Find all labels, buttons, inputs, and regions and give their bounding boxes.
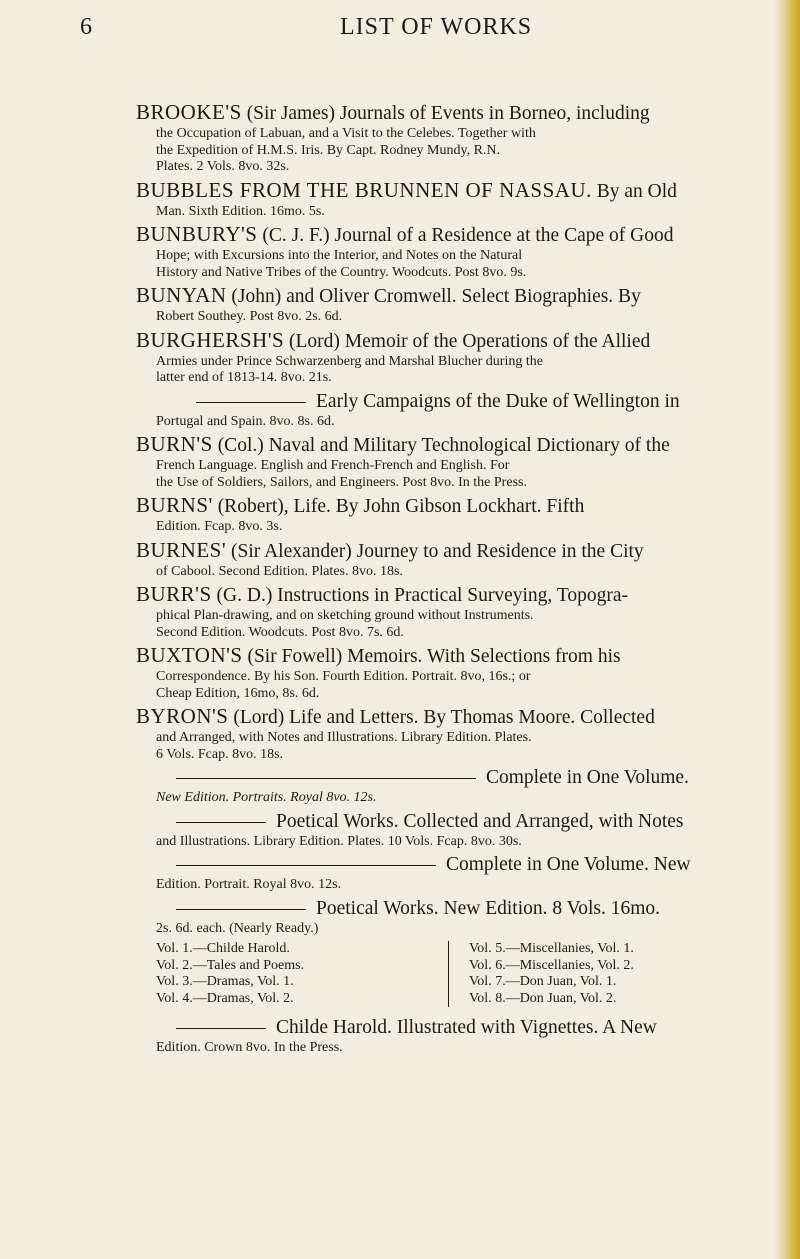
entry-line: 2s. 6d. each. (Nearly Ready.) (156, 920, 319, 936)
author-name: BUNBURY'S (136, 222, 258, 246)
entry-line: History and Native Tribes of the Country. Woodcuts. Post 8vo. 9s. (156, 264, 527, 280)
entry-bunbury (136, 222, 761, 281)
entry-line: Portugal and Spain. 8vo. 8s. 6d. (156, 413, 335, 429)
volume-column-left (156, 941, 448, 1007)
entry-heading: (C. J. F.) Journal of a Residence at the Cape of Good (262, 225, 674, 246)
volume-item: Vol. 8.—Don Juan, Vol. 2. (469, 990, 617, 1006)
ditto-rule (176, 909, 306, 910)
entry-byron-poetical-new (136, 896, 761, 1008)
entry-heading: (Col.) Naval and Military Technological Dictionary of the (217, 435, 670, 456)
entry-heading: Complete in One Volume. New (446, 854, 691, 875)
volume-list (136, 941, 761, 1007)
entry-line: and Arranged, with Notes and Illustrations. Library Edition. Plates. (156, 730, 532, 745)
entry-buxton (136, 643, 761, 702)
entry-heading: Early Campaigns of the Duke of Wellington in (316, 390, 680, 412)
entry-line: the Occupation of Labuan, and a Visit to the Celebes. Together with (156, 126, 536, 141)
volume-column-right (448, 941, 761, 1007)
entry-heading: Childe Harold. Illustrated with Vignettes. A New (276, 1017, 657, 1038)
volume-item: Vol. 3.—Dramas, Vol. 1. (156, 974, 294, 989)
entry-brooke (136, 100, 761, 176)
entry-line: Edition. Fcap. 8vo. 3s. (156, 519, 283, 534)
entry-line: phical Plan-drawing, and on sketching ground without Instruments. (156, 608, 534, 623)
volume-item: Vol. 6.—Miscellanies, Vol. 2. (469, 957, 634, 973)
entry-burns (136, 493, 761, 536)
entry-line: Edition. Portrait. Royal 8vo. 12s. (156, 877, 342, 892)
entry-line: of Cabool. Second Edition. Plates. 8vo. 18s. (156, 563, 403, 579)
entry-line: Cheap Edition, 16mo, 8s. 6d. (156, 685, 320, 701)
entry-burghersh (136, 328, 761, 387)
entry-line: New Edition. Portraits. Royal 8vo. 12s. (156, 790, 377, 805)
entry-burghersh-campaigns (136, 389, 761, 431)
entry-bunyan (136, 283, 761, 326)
ditto-rule (176, 778, 476, 779)
entry-childe-harold (136, 1015, 761, 1057)
author-name: BURR'S (136, 582, 212, 606)
page-header (0, 4, 800, 44)
ditto-rule (196, 402, 306, 403)
entry-byron-poetical-complete (136, 852, 761, 894)
entry-line: the Use of Soldiers, Sailors, and Engineers. Post 8vo. In the Press. (156, 474, 527, 490)
author-name: BYRON'S (136, 704, 229, 728)
entry-line: Hope; with Excursions into the Interior, and Notes on the Natural (156, 248, 523, 263)
entry-heading: (John) and Oliver Cromwell. Select Biographies. By (231, 286, 641, 307)
author-name: BUXTON'S (136, 643, 243, 667)
entry-byron (136, 704, 761, 763)
page-number: 6 (80, 14, 92, 40)
author-name: BROOKE'S (136, 100, 242, 124)
entry-bubbles (136, 178, 761, 221)
entry-burn (136, 432, 761, 491)
ditto-rule (176, 865, 436, 866)
entry-heading: (Lord) Memoir of the Operations of the Allied (289, 330, 651, 352)
entry-burr (136, 582, 761, 641)
volume-item: Vol. 4.—Dramas, Vol. 2. (156, 990, 294, 1006)
entry-line: Man. Sixth Edition. 16mo. 5s. (156, 203, 325, 219)
entry-heading: Poetical Works. Collected and Arranged, with Notes (276, 810, 684, 832)
entry-heading: (Sir Fowell) Memoirs. With Selections from his (247, 646, 621, 667)
entry-line: the Expedition of H.M.S. Iris. By Capt. Rodney Mundy, R.N. (156, 142, 501, 158)
entry-heading: (Sir Alexander) Journey to and Residence in the City (231, 540, 644, 562)
entry-line: Second Edition. Woodcuts. Post 8vo. 7s. 6d. (156, 624, 404, 640)
author-name: BUBBLES FROM THE BRUNNEN OF NASSAU. (136, 177, 592, 202)
author-name: BURNES' (136, 537, 227, 562)
volume-item: Vol. 1.—Childe Harold. (156, 941, 290, 956)
entry-heading: (Sir James) Journals of Events in Borneo, including (246, 103, 650, 124)
volume-item: Vol. 7.—Don Juan, Vol. 1. (469, 974, 617, 989)
entry-line: 6 Vols. Fcap. 8vo. 18s. (156, 746, 284, 762)
ditto-rule (176, 822, 266, 823)
entry-byron-poetical (136, 809, 761, 851)
entry-heading: By an Old (596, 180, 677, 202)
ditto-rule (176, 1028, 266, 1029)
author-name: BURN'S (136, 432, 213, 456)
entry-heading: Complete in One Volume. (486, 767, 689, 788)
gilt-page-edge (774, 0, 800, 1259)
entry-heading: (Robert), Life. By John Gibson Lockhart. Fifth (217, 496, 585, 517)
entry-heading: (Lord) Life and Letters. By Thomas Moore. Collected (233, 707, 655, 728)
author-name: BUNYAN (136, 283, 227, 307)
author-name: BURGHERSH'S (136, 327, 285, 352)
entry-line: latter end of 1813-14. 8vo. 21s. (156, 370, 332, 385)
entry-byron-complete (136, 765, 761, 807)
entries-list (136, 100, 761, 1059)
entry-line: Robert Southey. Post 8vo. 2s. 6d. (156, 309, 343, 324)
entry-line: Edition. Crown 8vo. In the Press. (156, 1040, 343, 1055)
entry-line: and Illustrations. Library Edition. Plates. 10 Vols. Fcap. 8vo. 30s. (156, 833, 522, 849)
entry-line: French Language. English and French-French and English. For (156, 458, 510, 473)
entry-line: Armies under Prince Schwarzenberg and Marshal Blucher during the (156, 353, 543, 369)
entry-line: Correspondence. By his Son. Fourth Edition. Portrait. 8vo, 16s.; or (156, 669, 531, 684)
volume-item: Vol. 2.—Tales and Poems. (156, 957, 305, 973)
volume-item: Vol. 5.—Miscellanies, Vol. 1. (469, 941, 634, 956)
entry-heading: (G. D.) Instructions in Practical Surveying, Topogra- (216, 585, 629, 606)
entry-line: Plates. 2 Vols. 8vo. 32s. (156, 159, 290, 174)
entry-heading: Poetical Works. New Edition. 8 Vols. 16mo. (316, 897, 661, 919)
author-name: BURNS' (136, 493, 213, 517)
entry-burnes (136, 538, 761, 581)
running-title: LIST OF WORKS (340, 14, 533, 40)
